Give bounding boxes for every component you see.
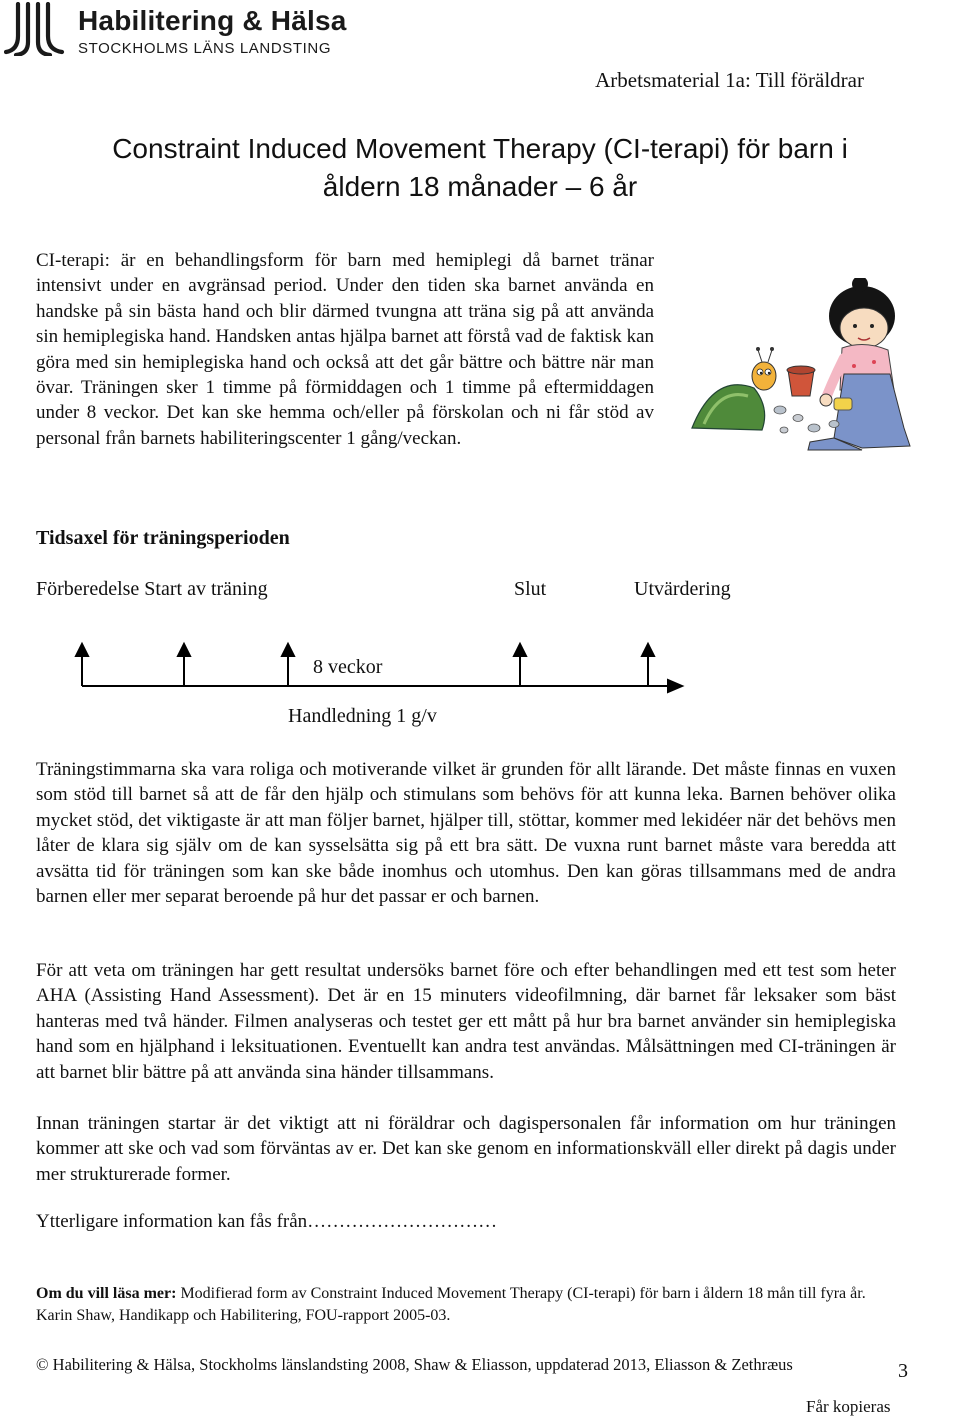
timeline-label-prep-start: Förberedelse Start av träning [36, 578, 268, 600]
page-number: 3 [898, 1360, 908, 1382]
timeline-duration: 8 veckor [313, 656, 383, 678]
org-subtitle: STOCKHOLMS LÄNS LANDSTING [78, 40, 332, 57]
copyright-footer: © Habilitering & Hälsa, Stockholms länslandsting 2008, Shaw & Eliasson, uppdaterad 2013, Eliasson & Zethræus [36, 1355, 793, 1374]
habilitering-logo-icon [4, 2, 66, 56]
reference-text: Modifierad form av Constraint Induced Movement Therapy (CI-terapi) för barn i åldern 18 mån till fyra år. Karin Shaw, Handikapp och Habilitering, FOU-rapport 2005-03. [36, 1285, 866, 1324]
timeline-label-evaluation: Utvärdering [634, 578, 731, 600]
test-paragraph: För att veta om träningen har gett resultat undersöks barnet före och efter behandlingen med ett test som heter AHA (Assisting Hand Assessment). Det är en 15 minuters videofilmning, där barnet får leksaker som bäst hanteras med två händer. Filmen analyseras och testet ger ett mått på hur bra barnet använder sin hemiplegiska hand som en hjälphand i leksituationen. Eventuellt kan andra test användas. Målsättningen med CI-träningen är att barnet blir bättre på att använda sina händer tillsammans. [36, 960, 896, 1083]
reference-note [36, 1283, 896, 1327]
information-paragraph: Innan träningen startar är det viktigt att ni föräldrar och dagispersonalen får information om hur träningen kommer att ske och vad som förväntas av er. Det kan ske genom en informationskväll eller direkt på dagis under mer strukturerade former. [36, 1113, 896, 1185]
training-paragraph: Träningstimmarna ska vara roliga och motiverande vilket är grunden för allt lärande. Det måste finnas en vuxen som stöd till barnet så att de får den hjälp och stimulans som behövs för att kunna leka. Barnen behöver olika mycket stöd, det viktigaste är att man följer barnet, hjälper till, stöttar, kommer med lekidéer när det behövs men låter de klara sig själv om de kan sysselsätta sig på ett bra sätt. De vuxna runt barnet måste vara beredda att avsätta tid för träningen som kan ske både inomhus och utomhus. Den kan göras tillsammans med de andra barnen eller mer separat beroende på hur det passar er och barnen. [36, 759, 896, 908]
page-title [40, 130, 920, 206]
intro-paragraph: CI-terapi: är en behandlingsform för barn med hemiplegi då barnet tränar intensivt under en avgränsad period. Under den tiden ska barnet använda en handske på sin bästa hand och blir därmed tvungna att träna sig på att använda sin hemiplegiska hand. Handsken antas hjälpa barnet att förstå vad de faktisk kan göra med sin hemiplegiska hand och också att det går bättre och bättre när man övar. Träningen sker 1 timme på förmiddagen och 1 timme på eftermiddagen under 8 veckor. Det kan ske hemma och/eller på förskolan och ni får stöd av personal från barnets habiliteringscenter 1 gång/veckan. [36, 250, 654, 449]
page-title-line-1: Constraint Induced Movement Therapy (CI-terapi) för barn i [112, 133, 848, 164]
reference-lead: Om du vill läsa mer: [36, 1285, 177, 1302]
timeline-label-end: Slut [514, 578, 547, 600]
page-title-line-2: åldern 18 månader – 6 år [322, 171, 638, 202]
timeline-heading: Tidsaxel för träningsperioden [36, 527, 290, 549]
timeline-guidance: Handledning 1 g/v [288, 705, 437, 727]
timeline-marker-preparation [76, 644, 88, 656]
timeline-marker-evaluation [642, 644, 654, 656]
timeline-marker-week [282, 644, 294, 656]
timeline-axis-arrowhead [668, 680, 682, 692]
timeline-marker-start [178, 644, 190, 656]
more-info-line: Ytterligare information kan fås från………………………… [36, 1211, 498, 1232]
child-playing-illustration [684, 278, 920, 458]
copy-permission-note: Får kopieras [806, 1397, 891, 1416]
timeline-marker-end [514, 644, 526, 656]
org-name: Habilitering & Hälsa [78, 5, 347, 36]
document-label: Arbetsmaterial 1a: Till föräldrar [595, 68, 864, 92]
